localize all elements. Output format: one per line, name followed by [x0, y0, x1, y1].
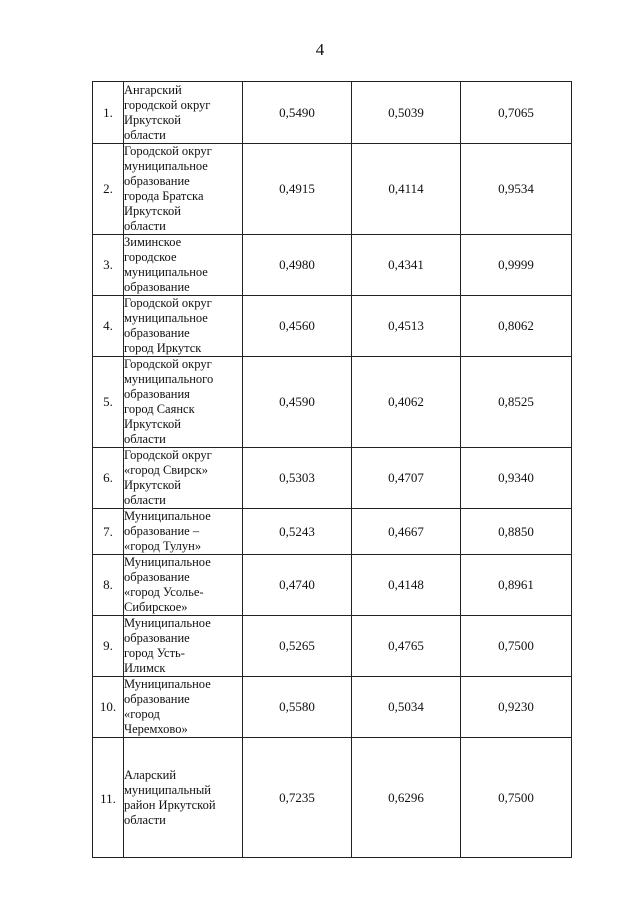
municipality-name-line: образование	[124, 692, 190, 706]
municipality-name-line: Сибирское»	[124, 600, 188, 614]
table-row	[93, 144, 572, 235]
municipality-name-cell	[124, 677, 243, 738]
municipality-name-line: Муниципальное	[124, 677, 211, 691]
municipality-name-line: Зиминское	[124, 235, 182, 249]
municipality-name-line: городское	[124, 250, 177, 264]
municipality-name-line: муниципальное	[124, 265, 208, 279]
municipality-name-cell	[124, 357, 243, 448]
indicator-value-cell-1: 0,4560	[243, 296, 352, 357]
indicator-value-cell-2: 0,4114	[352, 144, 461, 235]
municipality-name-line: Аларский	[124, 767, 177, 782]
indicator-value-cell-3: 0,8525	[461, 357, 572, 448]
municipality-name-line: Иркутской	[124, 417, 181, 431]
municipality-name-line: Городской округ	[124, 296, 212, 310]
municipality-name-line: образование	[124, 174, 190, 188]
municipality-name-line: муниципальное	[124, 159, 208, 173]
municipality-name-line: Городской округ	[124, 448, 212, 462]
municipality-name-cell	[124, 82, 243, 144]
municipality-name-line: области	[124, 812, 166, 827]
indicator-value-cell-2: 0,6296	[352, 738, 461, 858]
indicator-value-cell-1: 0,4980	[243, 235, 352, 296]
municipality-name-line: Муниципальное	[124, 509, 211, 523]
indicator-value-cell-3: 0,8961	[461, 555, 572, 616]
row-number-cell: 9.	[93, 616, 124, 677]
municipality-name-line: образования	[124, 387, 190, 401]
table-row	[93, 82, 572, 144]
row-number-cell: 10.	[93, 677, 124, 738]
municipality-name-line: города Братска	[124, 189, 204, 203]
municipality-name-line: «город	[124, 707, 160, 721]
indicator-value-cell-3: 0,7065	[461, 82, 572, 144]
row-number-cell: 6.	[93, 448, 124, 509]
municipal-index-table	[92, 81, 572, 858]
municipality-name-line: город Иркутск	[124, 341, 202, 355]
indicator-value-cell-3: 0,8850	[461, 509, 572, 555]
indicator-value-cell-3: 0,7500	[461, 738, 572, 858]
indicator-value-cell-1: 0,5265	[243, 616, 352, 677]
municipality-name-line: город Усть-	[124, 646, 185, 660]
municipality-name-cell	[124, 738, 243, 858]
municipality-name-line: области	[124, 127, 166, 142]
municipality-name-line: городской округ	[124, 97, 211, 112]
indicator-value-cell-1: 0,4915	[243, 144, 352, 235]
indicator-value-cell-1: 0,4740	[243, 555, 352, 616]
municipality-name-line: области	[124, 493, 166, 507]
table-row	[93, 357, 572, 448]
municipality-name-cell	[124, 296, 243, 357]
municipality-name-line: области	[124, 432, 166, 446]
municipality-name-line: муниципальное	[124, 311, 208, 325]
table-row	[93, 616, 572, 677]
indicator-value-cell-1: 0,5303	[243, 448, 352, 509]
table-row	[93, 677, 572, 738]
municipality-name-line: образование	[124, 326, 190, 340]
indicator-value-cell-2: 0,4513	[352, 296, 461, 357]
indicator-value-cell-1: 0,7235	[243, 738, 352, 858]
municipality-name-line: области	[124, 219, 166, 233]
indicator-value-cell-3: 0,9534	[461, 144, 572, 235]
row-number-cell: 5.	[93, 357, 124, 448]
municipality-name-line: муниципального	[124, 372, 214, 386]
municipality-name-line: Иркутской	[124, 478, 181, 492]
municipality-name-line: Иркутской	[124, 204, 181, 218]
indicator-value-cell-2: 0,4765	[352, 616, 461, 677]
table-row	[93, 235, 572, 296]
page-number: 4	[315, 40, 325, 59]
municipality-name-line: район Иркутской	[124, 797, 216, 812]
indicator-value-cell-2: 0,5034	[352, 677, 461, 738]
indicator-value-cell-2: 0,4148	[352, 555, 461, 616]
municipality-name-line: образование	[124, 631, 190, 645]
indicator-value-cell-3: 0,9999	[461, 235, 572, 296]
row-number-cell: 7.	[93, 509, 124, 555]
row-number-cell: 11.	[93, 738, 124, 858]
indicator-value-cell-2: 0,4667	[352, 509, 461, 555]
table-row	[93, 738, 572, 858]
municipality-name-line: Городской округ	[124, 357, 212, 371]
indicator-value-cell-2: 0,5039	[352, 82, 461, 144]
municipality-name-line: Черемхово»	[124, 722, 188, 736]
municipality-name-line: город Саянск	[124, 402, 195, 416]
indicator-value-cell-1: 0,5490	[243, 82, 352, 144]
table-row	[93, 555, 572, 616]
municipality-name-line: «город Свирск»	[124, 463, 208, 477]
municipality-name-line: Ангарский	[124, 82, 182, 97]
indicator-value-cell-3: 0,7500	[461, 616, 572, 677]
municipality-name-cell	[124, 555, 243, 616]
municipality-name-line: Иркутской	[124, 112, 181, 127]
table-row	[93, 448, 572, 509]
municipality-name-line: Муниципальное	[124, 555, 211, 569]
row-number-cell: 2.	[93, 144, 124, 235]
municipality-name-cell	[124, 448, 243, 509]
indicator-value-cell-1: 0,4590	[243, 357, 352, 448]
row-number-cell: 8.	[93, 555, 124, 616]
municipality-name-line: «город Усолье-	[124, 585, 204, 599]
municipality-name-line: «город Тулун»	[124, 539, 202, 553]
row-number-cell: 1.	[93, 82, 124, 144]
indicator-value-cell-3: 0,8062	[461, 296, 572, 357]
municipality-name-cell	[124, 144, 243, 235]
municipality-name-line: Илимск	[124, 661, 166, 675]
row-number-cell: 3.	[93, 235, 124, 296]
indicator-value-cell-2: 0,4062	[352, 357, 461, 448]
indicator-value-cell-1: 0,5580	[243, 677, 352, 738]
municipality-name-line: образование	[124, 280, 190, 294]
municipality-name-cell	[124, 235, 243, 296]
indicator-value-cell-3: 0,9340	[461, 448, 572, 509]
indicator-value-cell-2: 0,4707	[352, 448, 461, 509]
municipality-name-line: муниципальный	[124, 782, 211, 797]
indicator-value-cell-1: 0,5243	[243, 509, 352, 555]
row-number-cell: 4.	[93, 296, 124, 357]
municipality-name-cell	[124, 616, 243, 677]
table-body	[93, 82, 572, 858]
municipality-name-line: Муниципальное	[124, 616, 211, 630]
table-row	[93, 509, 572, 555]
municipality-name-cell	[124, 509, 243, 555]
municipality-name-line: образование	[124, 570, 190, 584]
table-row	[93, 296, 572, 357]
municipality-name-line: образование –	[124, 524, 200, 538]
indicator-value-cell-2: 0,4341	[352, 235, 461, 296]
indicator-value-cell-3: 0,9230	[461, 677, 572, 738]
municipality-name-line: Городской округ	[124, 144, 212, 158]
